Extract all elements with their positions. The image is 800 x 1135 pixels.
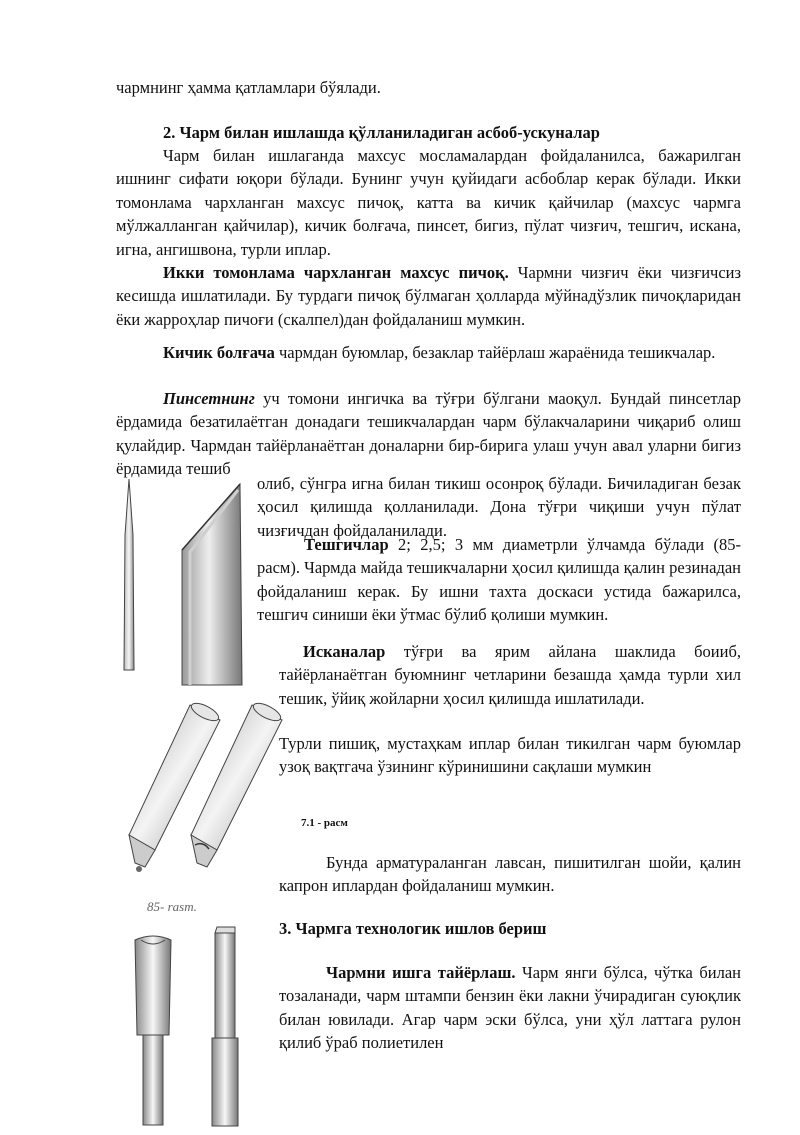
paragraph-preparation: [279, 961, 741, 1055]
text-chisels: тўғри ва ярим айлана шаклида боииб, тайёрланаётган буюмнинг четларини безашда ҳамда турли хил тешик, ўйиқ жойларни ҳосил қилишда ишлатилади.: [279, 642, 741, 708]
term-knife: Икки томонлама чархланган махсус пичоқ.: [163, 263, 509, 282]
text-preparation: Чарм янги бўлса, чўтка билан тозаланади, чарм штампи бензин ёки лакни ўчирадиган суюқлик билан ювилади. Агар чарм эски бўлса, уни ҳўл латтага рулон қилиб ўраб полиетилен: [279, 963, 741, 1053]
term-punches: Тешгичлар: [304, 535, 389, 554]
text-hammer: чармдан буюмлар, безаклар тайёрлаш жараёнида тешикчалар.: [274, 343, 716, 362]
paragraph-chisels: [279, 640, 741, 710]
text-knife: Чармни чизғич ёки чизғичсиз кесишда ишлатилади. Бу турдаги пичоқ бўлмаган ҳолларда мўйнадўзлик пичоқларидан ёки жарроҳлар пичоғи (скалпел)дан фойдаланиш мумкин.: [116, 263, 741, 329]
term-hammer: Кичик болғача: [163, 343, 275, 362]
paragraph-threads: Турли пишиқ, мустаҳкам иплар билан тикилган чарм буюмлар узоқ вақтгача ўзининг кўринишини сақлаши мумкин: [279, 734, 741, 777]
paragraph-punches: [257, 533, 741, 627]
text-tweezers-a: уч томони ингичка ва тўғри бўлгани маоқул. Бундай пинсетлар ёрдамида безатилаётган донадаги тешикчалардан чарм бўлакчаларини чиқариб олиш қулайдир. Чармдан тайёрланаётган доналарни бир-бирига улаш учун авал уларни бигиз ёрдамида тешиб: [116, 389, 741, 479]
awl-illustration: [115, 475, 145, 675]
paragraph-hammer: [116, 341, 741, 364]
figure-caption-7-1: 7.1 - расм: [301, 817, 348, 829]
paragraph-tweezers: [116, 387, 741, 481]
chisel-tools-illustration: [125, 925, 265, 1135]
knife-illustration: [180, 480, 250, 690]
paragraph-thread-types: Бунда арматураланган лавсан, пишитилган шойи, қалин капрон иплардан фойдаланиш мумкин.: [279, 853, 741, 896]
section-heading-processing: 3. Чармга технологик ишлов бериш: [279, 919, 547, 938]
paragraph-tweezers-cont: олиб, сўнгра игна билан тикиш осонроқ бўлади. Бичиладиган безак ҳосил қилишда қолланилади. Дона тўғри чиқиши учун пўлат чизғичдан фойдаланилади.: [257, 474, 741, 540]
paragraph-knife: [116, 261, 741, 331]
section-heading-tools: 2. Чарм билан ишлашда қўлланиладиган асбоб-ускуналар: [163, 123, 600, 142]
term-preparation: Чармни ишга тайёрлаш.: [326, 963, 516, 982]
figure-caption-85: 85- rasm.: [147, 899, 197, 914]
text-punches: 2; 2,5; 3 мм диаметрли ўлчамда бўлади (85-расм). Чармда майда тешикчаларни ҳосил қилишда қалин резинадан фойдаланиш керак. Бу ишни тахта доскаси устида бажарилса, тешгич синиши ёки ўтмас бўлиб қолиши мумкин.: [257, 535, 741, 625]
paragraph-intro-end: чармнинг ҳамма қатламлари бўялади.: [116, 78, 381, 97]
term-chisels: Исканалар: [303, 642, 386, 661]
term-tweezers: Пинсетнинг: [163, 389, 255, 408]
paragraph-tools-list: Чарм билан ишлаганда махсус мосламалардан фойдаланилса, бажарилган ишнинг сифати юқори бўлади. Бунинг учун қуйидаги асбоблар керак бўлади. Икки томонлама чархланган махсус пичоқ, катта ва кичик қайчилар (махсус чармга мўлжалланган қайчилар), кичик болғача, пинсет, бигиз, пўлат чизғич, тешгич, искана, игна, ангишвона, турли иплар.: [116, 146, 741, 259]
punch-tools-illustration: [115, 695, 285, 885]
